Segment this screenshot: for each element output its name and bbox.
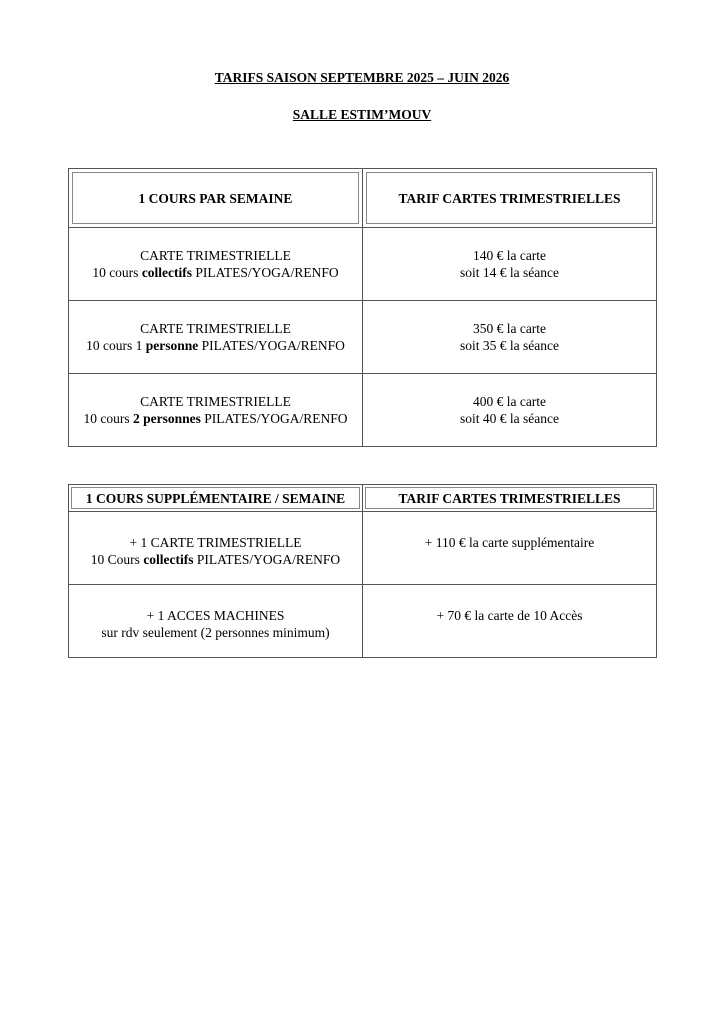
table-row [69,301,657,374]
table-row [69,512,657,585]
column-header: 1 COURS PAR SEMAINE [69,169,363,228]
table-header-row [69,169,657,228]
column-header: 1 COURS SUPPLÉMENTAIRE / SEMAINE [69,485,363,512]
price-cell: 350 € la carte soit 35 € la séance [363,301,657,374]
offer-cell: + 1 ACCES MACHINES sur rdv seulement (2 personnes minimum) [69,585,363,658]
table-header-row [69,485,657,512]
column-header: TARIF CARTES TRIMESTRIELLES [363,169,657,228]
table-row [69,374,657,447]
offer-cell: CARTE TRIMESTRIELLE 10 cours 1 personne PILATES/YOGA/RENFO [69,301,363,374]
table-row [69,585,657,658]
page-subtitle: SALLE ESTIM’MOUV [292,107,432,122]
price-cell: + 70 € la carte de 10 Accès [363,585,657,658]
price-cell: + 110 € la carte supplémentaire [363,512,657,585]
offer-cell: CARTE TRIMESTRIELLE 10 cours collectifs PILATES/YOGA/RENFO [69,228,363,301]
column-header: TARIF CARTES TRIMESTRIELLES [363,485,657,512]
offer-cell: CARTE TRIMESTRIELLE 10 cours 2 personnes PILATES/YOGA/RENFO [69,374,363,447]
offer-cell: + 1 CARTE TRIMESTRIELLE 10 Cours collectifs PILATES/YOGA/RENFO [69,512,363,585]
page-title: TARIFS SAISON SEPTEMBRE 2025 – JUIN 2026 [214,70,510,85]
table-row [69,228,657,301]
pricing-table-extra [68,484,657,658]
price-cell: 400 € la carte soit 40 € la séance [363,374,657,447]
pricing-table-weekly [68,168,657,447]
price-cell: 140 € la carte soit 14 € la séance [363,228,657,301]
